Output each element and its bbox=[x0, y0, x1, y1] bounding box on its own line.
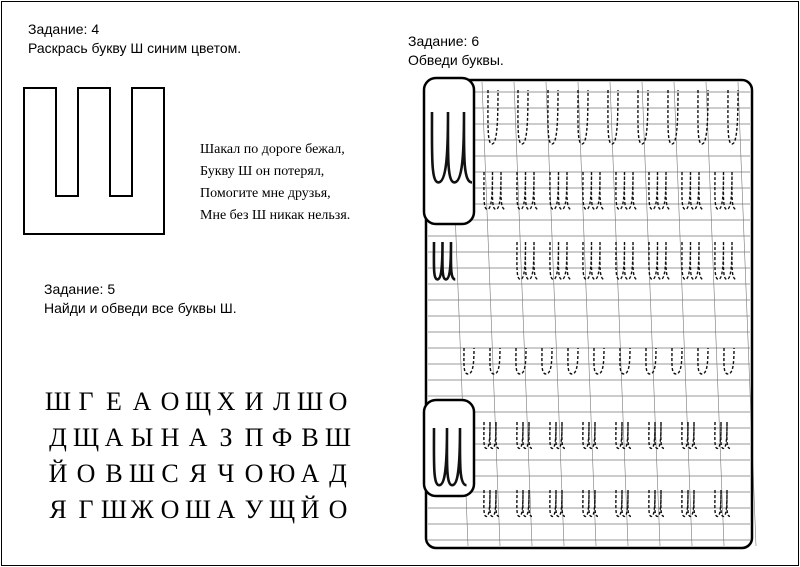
tracing-stroke bbox=[568, 348, 578, 374]
letter-grid-cell[interactable]: З bbox=[219, 423, 233, 452]
letter-grid-row bbox=[44, 492, 352, 528]
letter-grid-cell[interactable]: У bbox=[244, 495, 264, 524]
letter-grid-cell[interactable]: В bbox=[301, 423, 319, 452]
letter-grid-cell[interactable]: Ы bbox=[130, 423, 154, 452]
tracing-letter bbox=[649, 490, 664, 516]
letter-grid-cell[interactable]: Г bbox=[78, 387, 94, 416]
letter-grid-cell[interactable]: О bbox=[160, 387, 180, 416]
tracing-letter bbox=[649, 422, 664, 448]
tracing-letter bbox=[682, 490, 697, 516]
letter-grid-cell[interactable]: Ш bbox=[184, 495, 212, 524]
letter-grid-cell[interactable]: И bbox=[244, 387, 264, 416]
tracing-stroke bbox=[668, 90, 678, 144]
letter-grid-cell[interactable]: Ш bbox=[324, 423, 352, 452]
letter-grid-cell[interactable]: Д bbox=[49, 423, 67, 452]
tracing-stroke bbox=[488, 90, 498, 144]
letter-grid-cell[interactable]: П bbox=[244, 423, 264, 452]
poem-line: Букву Ш он потерял, bbox=[200, 164, 325, 179]
tracing-stroke bbox=[608, 90, 618, 144]
letter-grid-cell[interactable]: Щ bbox=[268, 495, 296, 524]
tracing-letter bbox=[616, 242, 637, 279]
task5-title: Задание: 5 bbox=[44, 281, 116, 297]
tracing-letter bbox=[649, 242, 670, 279]
letter-grid-cell[interactable]: А bbox=[188, 423, 208, 452]
letter-grid-row bbox=[44, 384, 352, 420]
tracing-stroke bbox=[490, 348, 500, 374]
letter-grid-cell[interactable]: Д bbox=[329, 459, 347, 488]
tracing-stroke bbox=[646, 348, 656, 374]
letter-grid-cell[interactable]: О bbox=[160, 495, 180, 524]
letter-grid-cell[interactable]: Г bbox=[78, 495, 94, 524]
big-letter-sha-outline[interactable] bbox=[22, 86, 166, 236]
copybook-ruling bbox=[428, 82, 756, 546]
task5-instruction: Найди и обведи все буквы Ш. bbox=[44, 300, 237, 316]
letter-grid-cell[interactable]: О bbox=[244, 459, 264, 488]
letter-grid bbox=[44, 384, 352, 528]
tracing-letter bbox=[616, 490, 631, 516]
copybook-tracing-sheet[interactable] bbox=[400, 72, 760, 552]
letter-grid-cell[interactable]: Ш bbox=[44, 387, 72, 416]
tracing-stroke bbox=[724, 348, 734, 374]
letter-grid-cell[interactable]: Я bbox=[189, 459, 207, 488]
letter-grid-row bbox=[44, 420, 352, 456]
tracing-letter bbox=[517, 422, 532, 448]
letter-grid-cell[interactable]: Й bbox=[300, 495, 320, 524]
letter-grid-cell[interactable]: В bbox=[105, 459, 123, 488]
tracing-letter bbox=[715, 422, 730, 448]
task4-title: Задание: 4 bbox=[28, 21, 100, 37]
tracing-stroke bbox=[698, 348, 708, 374]
tracing-letter bbox=[517, 242, 538, 279]
letter-grid-cell[interactable]: А bbox=[300, 459, 320, 488]
tracing-stroke bbox=[464, 348, 474, 374]
tracing-stroke bbox=[638, 90, 648, 144]
tracing-letter bbox=[484, 422, 499, 448]
tracing-stroke bbox=[548, 90, 558, 144]
tracing-stroke bbox=[728, 90, 738, 144]
poem-line: Мне без Ш никак нельзя. bbox=[200, 208, 351, 223]
tracing-stroke bbox=[672, 348, 682, 374]
poem-line: Помогите мне друзья, bbox=[200, 186, 331, 201]
letter-grid-cell[interactable]: Ш bbox=[128, 459, 156, 488]
tracing-letter bbox=[715, 242, 736, 279]
letter-grid-cell[interactable]: Ж bbox=[130, 495, 154, 524]
letter-grid-cell[interactable]: Щ bbox=[184, 387, 212, 416]
letter-grid-cell[interactable]: Я bbox=[49, 495, 67, 524]
letter-grid-cell[interactable]: Щ bbox=[72, 423, 100, 452]
letter-grid-cell[interactable]: Л bbox=[273, 387, 291, 416]
letter-grid-cell[interactable]: Ю bbox=[268, 459, 296, 488]
tracing-letter bbox=[583, 242, 604, 279]
letter-grid-cell[interactable]: А bbox=[216, 495, 236, 524]
letter-grid-cell[interactable]: О bbox=[328, 387, 348, 416]
letter-grid-cell[interactable]: О bbox=[76, 459, 96, 488]
tracing-letter bbox=[550, 490, 565, 516]
letter-grid-cell[interactable]: Е bbox=[106, 387, 122, 416]
tracing-letter bbox=[583, 422, 598, 448]
tracing-stroke bbox=[542, 348, 552, 374]
letter-grid-cell[interactable]: Х bbox=[216, 387, 236, 416]
tracing-letter bbox=[682, 422, 697, 448]
task6-instruction: Обведи буквы. bbox=[408, 52, 504, 68]
letter-grid-cell[interactable]: А bbox=[104, 423, 124, 452]
poem-line: Шакал по дороге бежал, bbox=[200, 142, 345, 157]
letter-grid-cell[interactable]: Ф bbox=[271, 423, 293, 452]
letter-grid-cell[interactable]: Ш bbox=[296, 387, 324, 416]
letter-grid-row bbox=[44, 456, 352, 492]
letter-grid-cell[interactable]: О bbox=[328, 495, 348, 524]
tracing-stroke bbox=[518, 90, 528, 144]
sample-letter bbox=[434, 242, 455, 279]
tracing-letter bbox=[550, 422, 565, 448]
letter-grid-cell[interactable]: Ш bbox=[100, 495, 128, 524]
task4-instruction: Раскрась букву Ш синим цветом. bbox=[28, 40, 242, 56]
tracing-letter bbox=[682, 242, 703, 279]
tracing-letter bbox=[583, 490, 598, 516]
letter-grid-cell[interactable]: Ч bbox=[217, 459, 235, 488]
tracing-letter bbox=[484, 490, 499, 516]
letter-grid-cell[interactable]: С bbox=[161, 459, 179, 488]
task6-title: Задание: 6 bbox=[408, 33, 480, 49]
letter-grid-cell[interactable]: Й bbox=[48, 459, 68, 488]
copybook-letters bbox=[432, 90, 738, 516]
letter-grid-cell[interactable]: Н bbox=[160, 423, 180, 452]
letter-grid-cell[interactable]: А bbox=[132, 387, 152, 416]
tracing-stroke bbox=[594, 348, 604, 374]
poem bbox=[200, 139, 350, 227]
